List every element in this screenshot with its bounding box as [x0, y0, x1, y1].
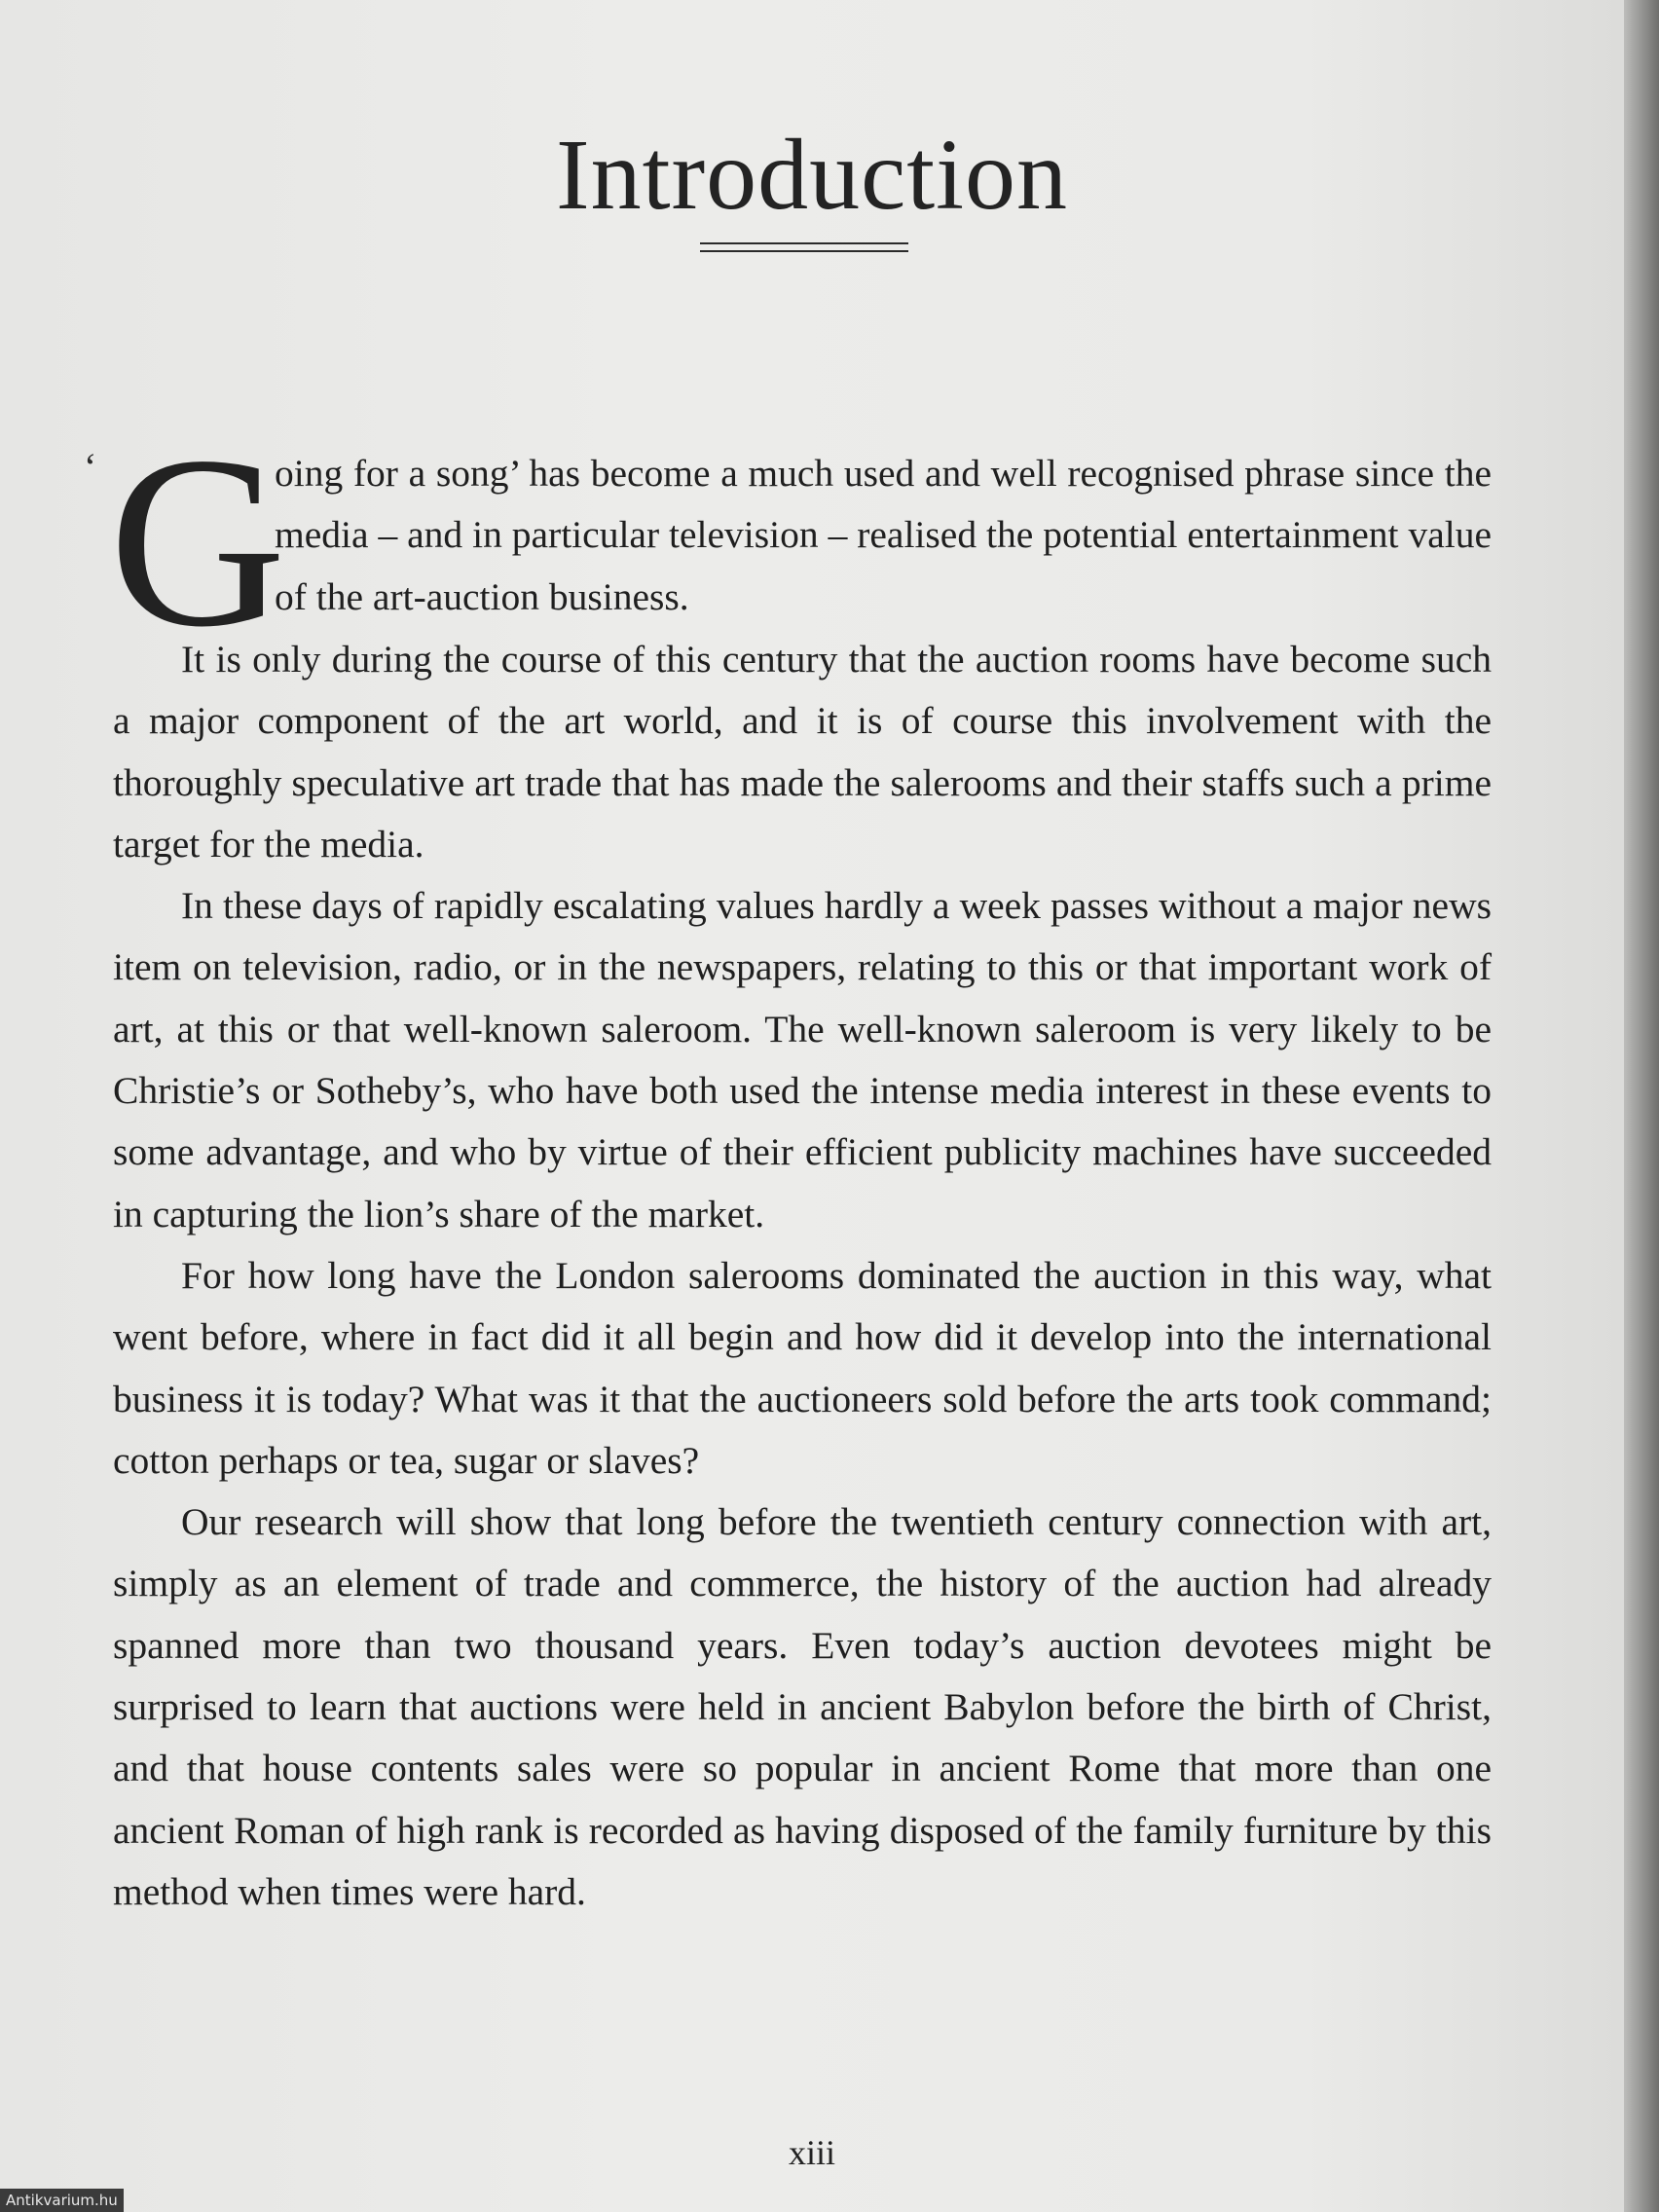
- page-edge-shadow: [1624, 0, 1659, 2212]
- opening-quote-mark: ‘: [84, 445, 97, 489]
- paragraph: In these days of rapidly escalating values hardly a week passes without a major news item on television, radio, or in the newspapers, relating to this or that important work of art, at this or that well-known saleroom. The well-known saleroom is very likely to be Christie’s or Sotheby’s, who have both used the intense media interest in these events to some advantage, and who by virtue of their efficient publicity machines have succeeded in capturing the lion’s share of the market.: [113, 884, 1492, 1235]
- opening-paragraph: oing for a song’ has become a much used and well recognised phrase since the media – and in particular television – realised the potential entertainment value of the art-auction business.: [275, 452, 1492, 618]
- paragraph: It is only during the course of this century that the auction rooms have become such a major component of the art world, and it is of course this involvement with the thoroughly speculative art trade that has made the salerooms and their staffs such a prime target for the media.: [113, 638, 1492, 866]
- page-number: xiii: [788, 2133, 835, 2172]
- paragraph: For how long have the London salerooms dominated the auction in this way, what went before, where in fact did it all begin and how did it develop into the international business it is today? What was it that the auctioneers sold before the arts took command; cotton perhaps or tea, sugar or slaves?: [113, 1253, 1492, 1482]
- paragraph: Our research will show that long before the twentieth century connection with art, simply as an element of trade and commerce, the history of the auction had already spanned more than two thousand years. Even today’s auction devotees might be surprised to learn that auctions were held in ancient Babylon before the birth of Christ, and that house contents sales were so popular in ancient Rome that more than one ancient Roman of high rank is recorded as having disposed of the family furniture by this method when times were hard.: [113, 1500, 1492, 1913]
- chapter-title: Introduction: [555, 119, 1069, 231]
- watermark: Antikvarium.hu: [0, 2189, 124, 2212]
- body-text: [113, 629, 1492, 1923]
- drop-cap-letter: G: [109, 405, 286, 678]
- title-double-rule: [700, 242, 908, 252]
